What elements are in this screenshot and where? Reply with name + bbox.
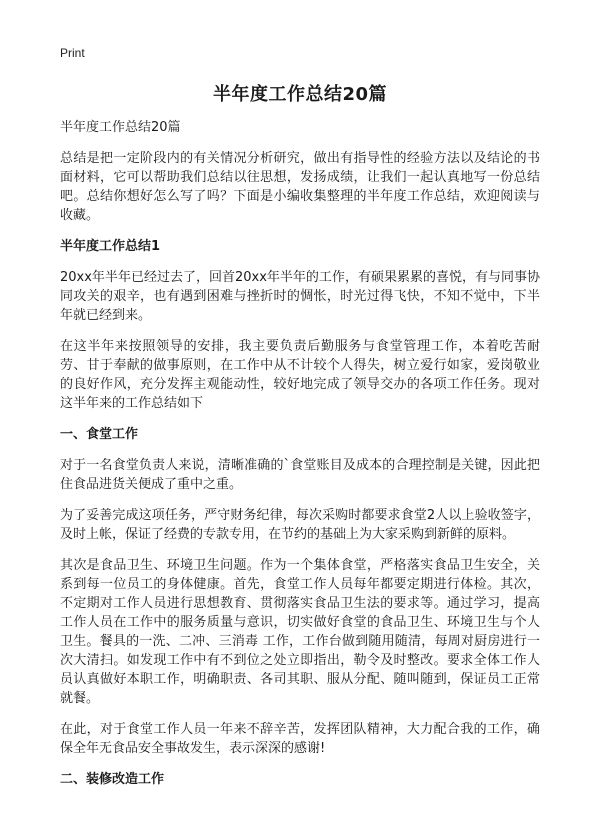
heading-renovation: 二、装修改造工作 [60, 772, 165, 787]
print-link[interactable]: Print [60, 46, 85, 60]
paragraph-6: 在此，对于食堂工作人员一年来不辞辛苦，发挥团队精神，大力配合我的工作，确保全年无食品安全事故发生，表示深深的感谢! [60, 722, 540, 756]
paragraph-5: 其次是食品卫生、环境卫生问题。作为一个集体食堂，严格落实食品卫生安全，关系到每一位员工的身体健康。首先，食堂工作人员每年都要定期进行体检。其次，不定期对工作人员进行思想教育、贯彻落实食品卫生法的要求等。通过学习，提高工作人员在工作中的服务质量与意识，切实做好食堂的食品卫生、环境卫生与个人卫生。餐具的一洗、二冲、三消毒 工作，工作台做到随用随清，每周对厨房进行一次大清扫。如发现工作中有不到位之处立即指出，勒令及时整改。要求全体工作人员认真做好本职工作，明确职责、各司其职、服从分配、随叫随到，保证员工正常就餐。 [60, 558, 540, 706]
paragraph-4: 为了妥善完成这项任务，严守财务纪律，每次采购时都要求食堂2人以上验收签字，及时上帐，保证了经费的专款专用，在节约的基础上为大家采购到新鲜的原料。 [60, 508, 540, 542]
document-body [60, 118, 540, 801]
intro-paragraph: 总结是把一定阶段内的有关情况分析研究，做出有指导性的经验方法以及结论的书面材料，它可以帮助我们总结以往思想，发扬成绩，让我们一起认真地写一份总结吧。总结你想好怎么写了吗？下面是小编收集整理的半年度工作总结，欢迎阅读与收藏。 [60, 151, 540, 223]
document-subtitle: 半年度工作总结20篇 [60, 120, 181, 135]
paragraph-3: 对于一名食堂负责人来说，清晰准确的`食堂账目及成本的合理控制是关键，因此把住食品进货关便成了重中之重。 [60, 458, 540, 492]
heading-canteen: 一、食堂工作 [60, 427, 139, 442]
section-heading-1: 半年度工作总结1 [60, 239, 161, 254]
paragraph-1: 20xx年半年已经过去了，回首20xx年半年的工作，有硕果累累的喜悦，有与同事协同攻关的艰辛，也有遇到困难与挫折时的惆怅，时光过得飞快，不知不觉中，下半年就已经到来。 [60, 270, 540, 323]
page-title: 半年度工作总结20篇 [212, 84, 388, 105]
paragraph-2: 在这半年来按照领导的安排，我主要负责后勤服务与食堂管理工作，本着吃苦耐劳、甘于奉献的做事原则，在工作中从不计较个人得失，树立爱行如家，爱岗敬业的良好作风，充分发挥主观能动性，较好地完成了领导交办的各项工作任务。现对这半年来的工作总结如下 [60, 339, 540, 411]
